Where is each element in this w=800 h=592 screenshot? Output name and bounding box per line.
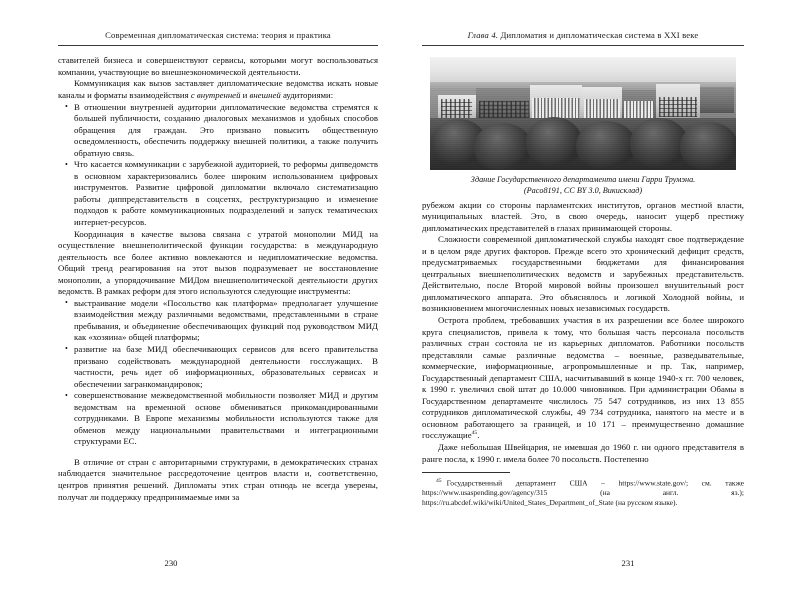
right-header-rule	[422, 45, 744, 46]
left-bullet-list-2	[58, 298, 378, 448]
footnote-text: Государственный департамент США – https://www.state.gov/; см. также https://www.usaspending.gov/agency/315 (на англ. яз.); https://ru.abcdef.wiki/wiki/United_States_Department_of_State (на русском языке).	[422, 478, 744, 507]
list-item: • совершенствование межведомственной мобильности позволяет МИД и другим ведомствам на временной основе обмениваться прикомандированными сотрудниками. В Европе механизмы мобильности используются также для обменов между национальными правительствами и интеграционными структурами ЕС.	[58, 390, 378, 448]
left-paragraph-2-a: Коммуникация как вызов заставляет дипломатические ведомства искать новые каналы и форматы взаимодействия	[58, 78, 378, 100]
right-running-head	[422, 30, 744, 40]
right-running-head-title: Дипломатия и дипломатическая система в XXI веке	[498, 30, 699, 40]
figure-truman-building	[422, 55, 744, 196]
list-item: • Что касается коммуникации с зарубежной аудиторией, то реформы дипведомств в основном характеризовались более широким использованием цифровых инструментов. Развитие цифровой дипломатии включало систематизацию работы диппредставительств в соцсетях, реструктуризацию и изменение подходов к работе коммуникационных подразделений и запуск тематических интернет-ресурсов.	[58, 159, 378, 228]
left-paragraph-2-mid: и	[240, 89, 250, 100]
left-paragraph-2-italic-2: внешней	[249, 89, 281, 100]
left-running-head-text: Современная дипломатическая система: теория и практика	[105, 30, 331, 40]
left-paragraph-4: В отличие от стран с авторитарными структурами, в демократических странах наблюдается значительное рассредоточение центров власти и, соответственно, центров принятия решений. Дипломаты этих стран отнюдь не всегда уверены, получат ли поддержку предпринимаемые ими за	[58, 456, 378, 502]
footnote-block	[422, 472, 744, 507]
left-bullet-list-1	[58, 102, 378, 229]
footnote-reference-45[interactable]: 45	[471, 430, 478, 437]
right-paragraph-1: рубежом акции со стороны парламентских институтов, органов местной власти, муниципальных властей. Это, в свою очередь, наносит ущерб престижу дипломатических представителей в глазах принимающей стороны.	[422, 199, 744, 233]
right-page-number: 231	[621, 558, 635, 568]
figure-caption-line-1: Здание Государственного департамента имени Гарри Трумэна.	[470, 175, 696, 185]
list-item: • В отношении внутренней аудитории дипломатические ведомства стремятся к большей публичности, созданию диалоговых механизмов и удобных способов обращения для граждан. Это призвано повысить общественную осведомленность, обеспечить поддержку внешней политики, а также получить обратную связь.	[58, 102, 378, 160]
right-text-column	[422, 200, 744, 466]
right-paragraph-3-text: Острота проблем, требовавших участия в их разрешении все более широкого круга специалистов, привела к тому, что большая часть персонала посольств различных стран состояла не из карьерных дипломатов. Работники посольств представляли самые различные ведомства – военные, разведывательные, коммерческие, информационные, агропромышленные и пр. Так, например, Государственный департамент США, насчитывавший в конце 1940-х гг. 700 человек, к 1990 г. увеличил свой штат до 10.000 чиновников. При администрации Обамы в Государственном департаменте числилось 75 547 сотрудников, из них 13 855 сотрудников дипломатической службы, 49 734 сотрудника, нанятого на месте и в основном работающего за границей, и 10 171 – преимущественно домашние госслужащие	[422, 314, 744, 441]
footnote-45	[422, 477, 744, 507]
left-header-rule	[58, 45, 378, 46]
footnote-number: 45	[436, 478, 442, 485]
left-paragraph-1: ставителей бизнеса и совершенствуют сервисы, которыми могут воспользоваться компании, участвующие во внешнеэкономической деятельности.	[58, 55, 378, 77]
right-paragraph-3-period: .	[477, 430, 480, 441]
left-paragraph-2-end: аудиториями:	[280, 89, 334, 100]
left-paragraph-2	[58, 78, 378, 101]
left-running-head	[58, 30, 378, 40]
left-paragraph-2-italic-1: с внутренней	[190, 89, 241, 100]
figure-caption-line-2: (Paco8191, CC BY 3.0, Викисклад)	[523, 185, 643, 195]
footnote-separator-rule	[422, 472, 510, 473]
photo-grain-overlay	[430, 57, 736, 170]
right-paragraph-2: Сложности современной дипломатической службы находят свое подтверждение и в целом ряде других факторов. Прежде всего это хронический дефицит средств, предусматриваемых государственными бюджетами для финансирования центральных внешнеполитических ведомств и зарубежных представительств. Действительно, после Второй мировой войны произошел внушительный рост дипломатического аппарата. Это объяснялось и логикой Холодной войны, и возникновением многочисленных новых независимых государств.	[422, 234, 744, 314]
figure-caption	[422, 175, 744, 196]
right-paragraph-4: Даже небольшая Швейцария, не имевшая до 1960 г. ни одного представителя в ранге посла, к 1990 г. имела более 70 посольств. Постепенно	[422, 441, 744, 464]
right-running-head-chapter: Глава 4.	[467, 30, 499, 40]
photo-truman-building	[430, 57, 736, 170]
left-text-column	[58, 55, 378, 503]
list-item: • развитие на базе МИД обеспечивающих сервисов для всего правительства призвано содействовать международной деятельности госслужащих. В частности, речь идет об информационных, образовательных сервисах и обеспечении загранкомандировок;	[58, 344, 378, 390]
right-page	[400, 0, 800, 592]
left-page-number: 230	[164, 558, 178, 568]
right-paragraph-3	[422, 315, 744, 442]
list-item: • выстраивание модели «Посольство как платформа» предполагает улучшение взаимодействия между различными ведомствами, представленными в стране пребывания, и объединение обеспечивающих функций под руководством МИД как «хозяина» общей платформы;	[58, 298, 378, 344]
left-paragraph-3: Координация в качестве вызова связана с утратой монополии МИД на осуществление внешнеполитической функции государства: в международную деятельность все более активно вовлекаются и недипломатические ведомства. Общий тренд реагирования на этот вызов подразумевает не восстановление монополии, а упорядочивание МИДом внешнеполитической деятельности других ведомств. В рамках реформ для этого используются следующие инструменты:	[58, 228, 378, 297]
